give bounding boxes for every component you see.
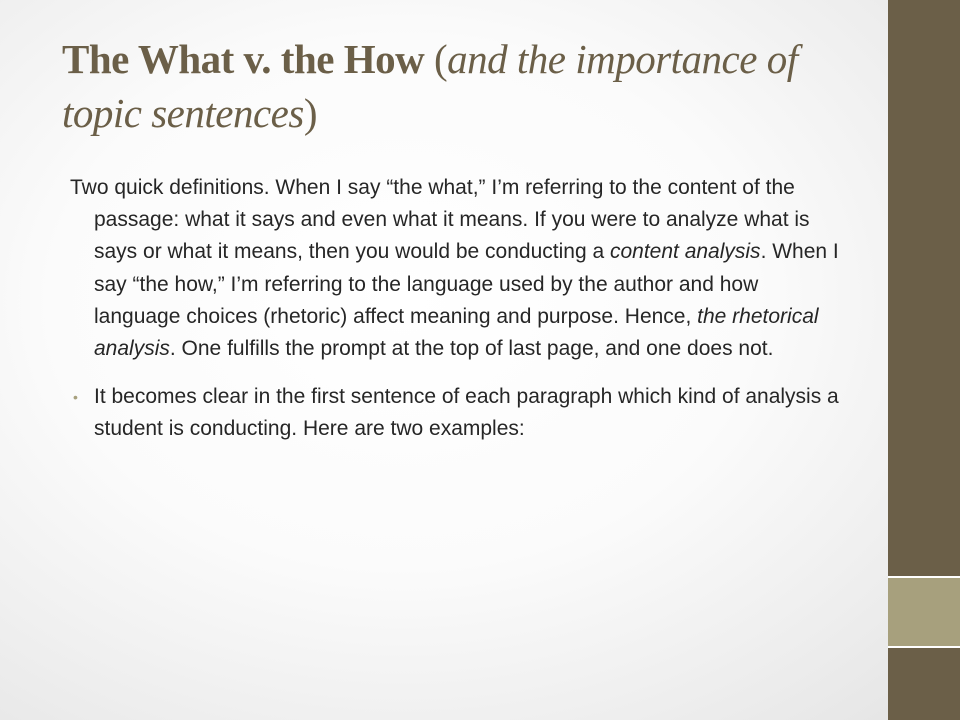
paragraph-emphasis-content-analysis: content analysis bbox=[609, 240, 761, 264]
title-paren-open: ( bbox=[424, 36, 448, 82]
paragraph-text-1: Two quick definitions. When I say “the what,” I’m referring to the content of the passage: what it says and even what it means. If you were to analyze what is says or what it means, then you would be conducting a bbox=[70, 176, 810, 264]
paragraph-emphasis-rhetorical-analysis: the rhetorical analysis bbox=[94, 304, 819, 361]
bullet-text: It becomes clear in the first sentence of each paragraph which kind of analysis a student is conducting. Here are two examples: bbox=[94, 385, 839, 441]
title-main: The What v. the How bbox=[62, 36, 425, 82]
paragraph-text-3: . One fulfills the prompt at the top of last page, and one does not. bbox=[169, 337, 774, 361]
title-subtitle: and the importance of topic sentences bbox=[62, 36, 798, 136]
title-paren-close: ) bbox=[303, 90, 317, 136]
slide-title bbox=[62, 32, 862, 140]
definitions-paragraph bbox=[70, 172, 840, 365]
bullet-dot-icon: • bbox=[73, 389, 78, 406]
bullet-item bbox=[70, 381, 840, 445]
side-divider-bottom bbox=[888, 646, 960, 648]
slide-body bbox=[70, 172, 840, 446]
side-accent-block bbox=[888, 578, 960, 646]
paragraph-text-2: . When I say “the how,” I’m referring to the language used by the author and how language choices (rhetoric) affect meaning and purpose. Hence, bbox=[94, 240, 839, 328]
